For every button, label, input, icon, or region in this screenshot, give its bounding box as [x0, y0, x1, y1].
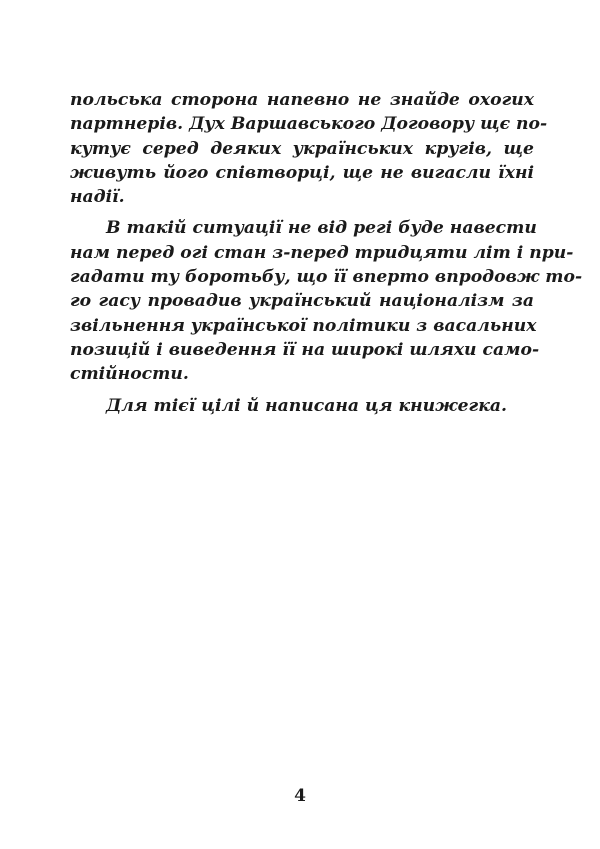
- paragraph-2: [70, 216, 583, 386]
- text-line: гадати ту боротьбу, що її вперто впродовж то-: [70, 267, 583, 288]
- text-line: звільнення української політики з васальних: [70, 315, 537, 336]
- body-text: [70, 88, 583, 418]
- text-line: партнерів. Дух Варшавського Договору щє по-: [70, 114, 548, 135]
- text-line: стійности.: [70, 364, 189, 385]
- text-line: позицій і виведення її на широкі шляхи само-: [70, 339, 540, 360]
- text-line: живуть його співтворці, ще не вигасли їхні: [70, 162, 534, 183]
- text-line: В такій ситуації не від регі буде навести: [106, 218, 537, 239]
- text-line: польська сторона напевно не знайде охогих: [70, 90, 534, 110]
- paragraph-3: [70, 394, 534, 418]
- page-number: 4: [294, 786, 306, 806]
- text-line: го гасу провадив український націоналізм за: [70, 291, 534, 312]
- text-line: кутує серед деяких українських кругів, ще: [70, 138, 534, 159]
- text-line: нам перед огі стан з-перед тридцяти літ і при-: [70, 242, 574, 263]
- text-line: надії.: [70, 187, 125, 208]
- text-line: Для тієї цілі й написана ця книжегка.: [106, 395, 507, 416]
- paragraph-1: [70, 88, 548, 209]
